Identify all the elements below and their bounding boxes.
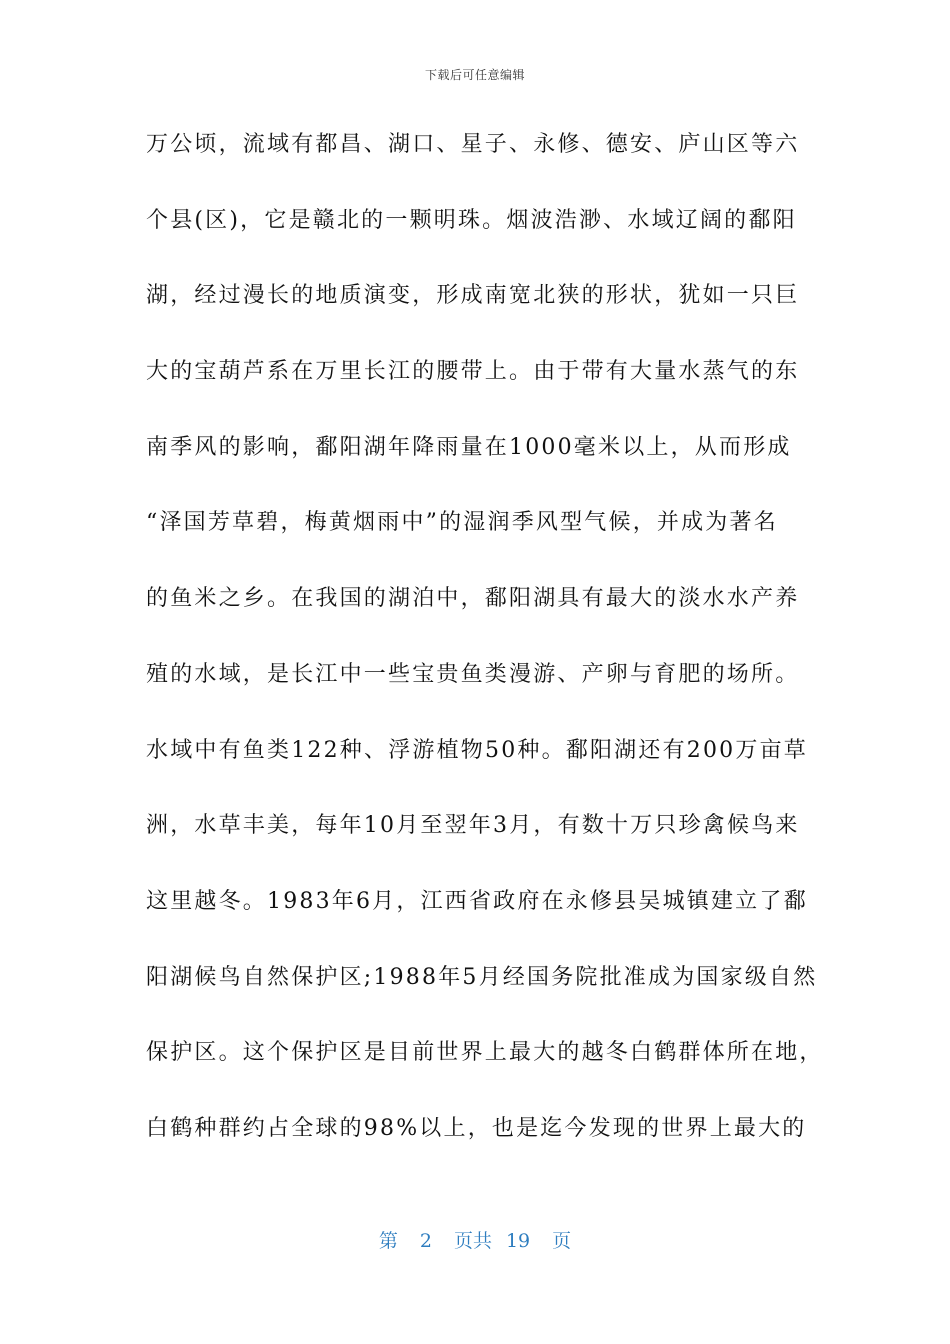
text-line: 湖，经过漫长的地质演变，形成南宽北狭的形状，犹如一只巨 — [146, 283, 800, 309]
text-line: 保护区。这个保护区是目前世界上最大的越冬白鹤群体所在地， — [146, 1040, 824, 1066]
page-number-middle: 页共 — [453, 1230, 492, 1252]
total-pages-number: 19 — [505, 1230, 531, 1252]
text-line: 洲，水草丰美，每年10月至翌年3月，有数十万只珍禽候鸟来 — [146, 813, 800, 839]
text-line: 白鹤种群约占全球的98%以上，也是迄今发现的世界上最大的 — [146, 1115, 807, 1141]
text-line: 殖的水域，是长江中一些宝贵鱼类漫游、产卵与育肥的场所。 — [146, 661, 800, 687]
document-body — [146, 126, 824, 1186]
page-number-suffix: 页 — [552, 1230, 572, 1252]
text-line: 这里越冬。1983年6月，江西省政府在永修县吴城镇建立了鄱 — [146, 888, 808, 914]
text-line: 的鱼米之乡。在我国的湖泊中，鄱阳湖具有最大的淡水水产养 — [146, 586, 800, 612]
text-line: “泽国芳草碧，梅黄烟雨中”的湿润季风型气候，并成为著名 — [146, 510, 778, 536]
text-line: 大的宝葫芦系在万里长江的腰带上。由于带有大量水蒸气的东 — [146, 359, 800, 385]
text-line: 个县(区)，它是赣北的一颗明珠。烟波浩渺、水域辽阔的鄱阳 — [146, 207, 797, 233]
text-line: 水域中有鱼类122种、浮游植物50种。鄱阳湖还有200万亩草 — [146, 737, 808, 763]
current-page-number: 2 — [419, 1230, 432, 1252]
text-line: 南季风的影响，鄱阳湖年降雨量在1000毫米以上，从而形成 — [146, 434, 792, 460]
text-line: 阳湖候鸟自然保护区;1988年5月经国务院批准成为国家级自然 — [146, 964, 818, 990]
page-number-prefix: 第 — [378, 1230, 398, 1252]
page-footer — [0, 1226, 950, 1253]
text-line: 万公顷，流域有都昌、湖口、星子、永修、德安、庐山区等六 — [146, 132, 800, 157]
page-header: 下载后可任意编辑 — [424, 68, 525, 82]
